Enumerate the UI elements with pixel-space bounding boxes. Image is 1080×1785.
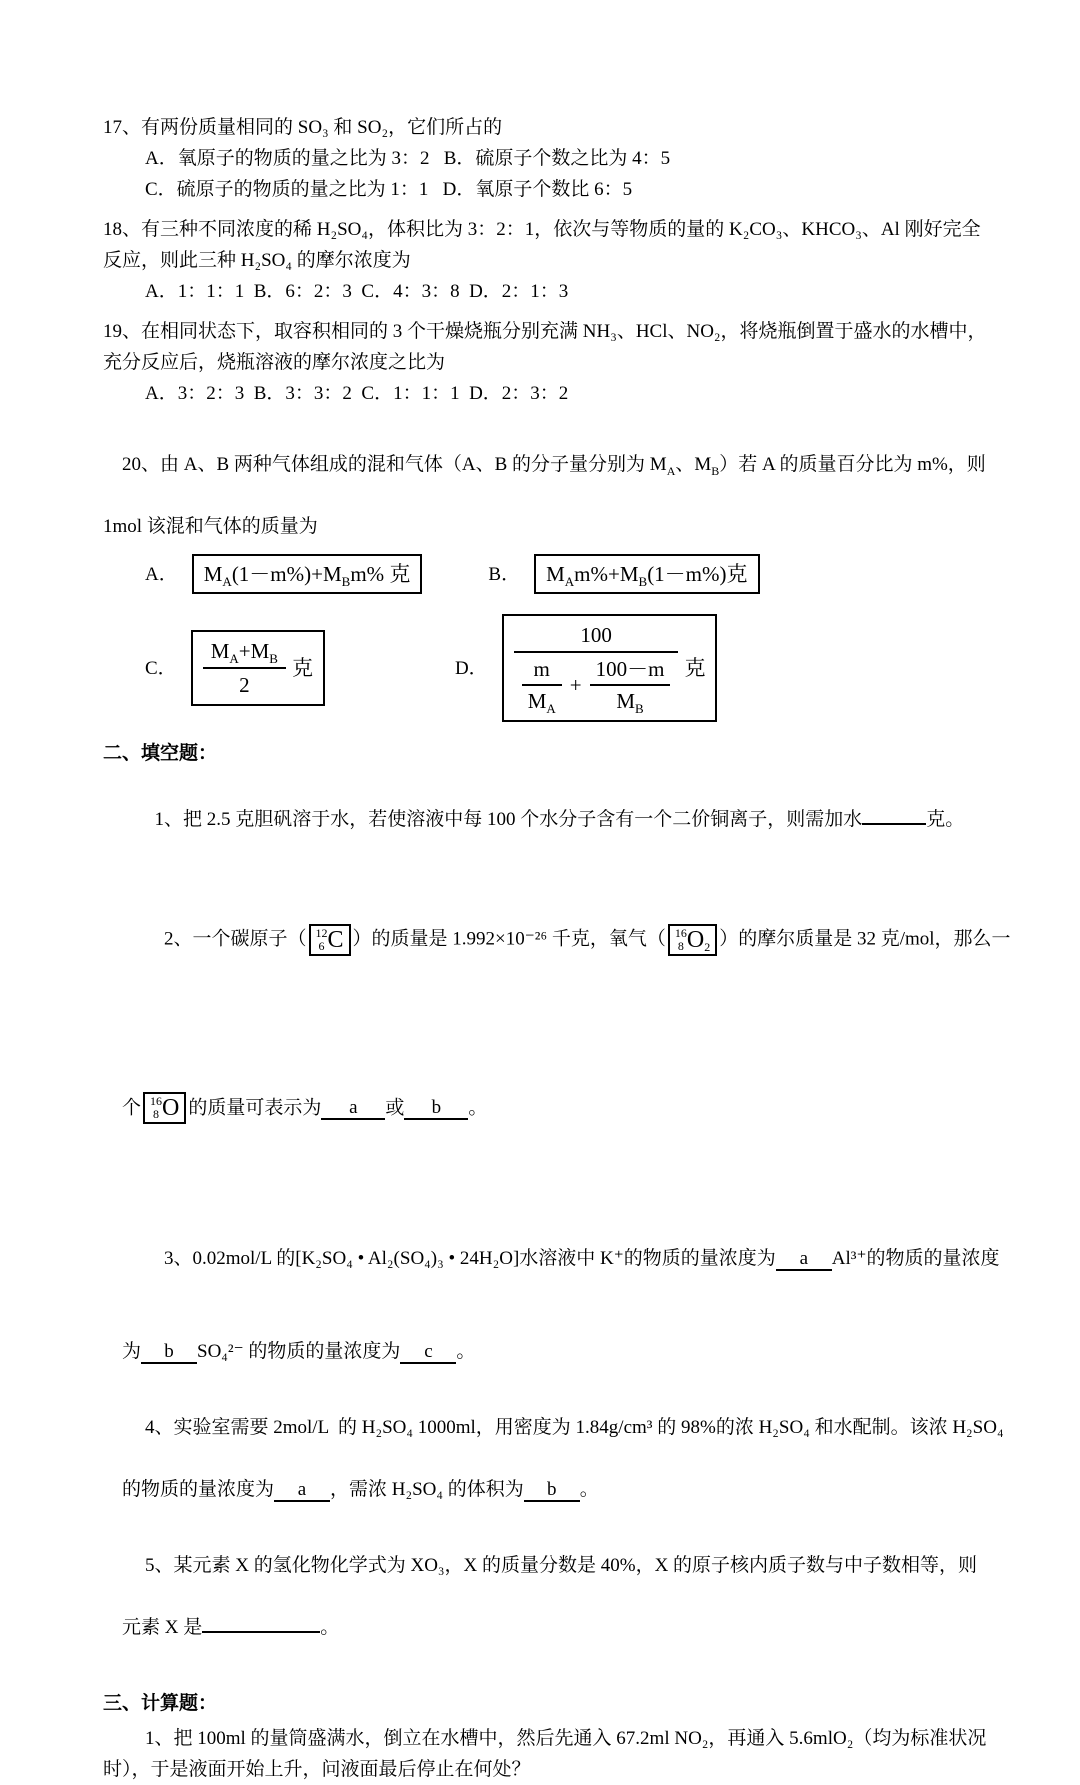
item-text: 的物质的量浓度为: [122, 1479, 275, 1501]
question-18-stem-line1: 18、有三种不同浓度的稀 H₂SO₄，体积比为 3：2：1，依次与等物质的量的 K₂CO₃、KHCO₃、Al 刚好完全: [103, 219, 981, 240]
item-text: 。: [456, 1341, 476, 1363]
option-d-label: D．: [454, 657, 488, 679]
big-fraction-denominator: [514, 653, 679, 717]
item-text: 3、0.02mol/L 的[K₂SO₄ • Al₂(SO₄)₃ • 24H₂O]水溶液中 K⁺的物质的量浓度为: [164, 1248, 776, 1270]
blank-a: a: [321, 1098, 385, 1120]
item-text: 2、一个碳原子（: [164, 928, 307, 950]
item-text: 。: [579, 1479, 599, 1501]
item-text: 1、把 2.5 克胆矾溶于水，若使溶液中每 100 个水分子含有一个二价铜离子，则需加水: [154, 809, 863, 830]
fraction-numerator: 100－m: [590, 654, 671, 686]
question-19-options: A．3：2：3 B．3：3：2 C．1：1：1 D．2：3：2: [145, 383, 569, 404]
question-20-stem-line2: 1mol 该混和气体的质量为: [103, 516, 318, 537]
question-17-options-cd: C．硫原子的物质的量之比为 1：1 D．氧原子个数比 6：5: [145, 179, 633, 200]
calc-item-1: [103, 1723, 987, 1785]
fill-item-4-line2: [103, 1443, 984, 1536]
item-text: 元素 X 是: [122, 1617, 203, 1639]
fraction-denominator: $M_B$: [616, 689, 644, 717]
mass-number: 12: [315, 925, 328, 940]
question-20-options-ab: [145, 554, 984, 594]
fraction: [203, 635, 286, 701]
blank-b: b: [524, 1480, 580, 1502]
option-c-formula-box: [191, 630, 325, 706]
fill-item-2-line2: [103, 1024, 984, 1193]
item-text: 。: [468, 1097, 488, 1119]
fill-item-2-line1: [145, 855, 1011, 1024]
item-text: 为: [122, 1341, 142, 1363]
molecule-subscript: 2: [704, 939, 711, 954]
sub-a: A: [666, 463, 676, 478]
fill-item-5-line1: 5、某元素 X 的氢化物化学式为 XO₃，X 的质量分数是 40%，X 的原子核内质子数与中子数相等，则: [145, 1555, 978, 1577]
question-18-options: A．1：1：1 B．6：2：3 C．4：3：8 D．2：1：3: [145, 281, 569, 302]
stem-text: 20、由 A、B 两种气体组成的混和气体（A、B 的分子量分别为 M: [122, 454, 667, 475]
fill-item-5: [103, 1550, 984, 1674]
fill-item-3-line1: [145, 1212, 1000, 1305]
calc-item-1-line1: 1、把 100ml 的量筒盛满水，倒立在水槽中，然后先通入 67.2ml NO₂，再通入 5.6mlO₂（均为标准状况: [145, 1728, 987, 1750]
question-20: [103, 418, 984, 722]
isotope-numbers: [675, 927, 687, 953]
mass-number: 16: [150, 1094, 163, 1109]
fraction-denominator: $M_A$: [527, 689, 556, 717]
item-text: 或: [385, 1097, 405, 1119]
option-b-formula-box: [534, 554, 759, 594]
stem-text: 、M: [675, 454, 712, 475]
item-text: 的质量可表示为: [188, 1097, 322, 1119]
fill-item-4-line1: 4、实验室需要 2mol/L 的 H₂SO₄ 1000ml，用密度为 1.84g/cm³ 的 98%的浓 H₂SO₄ 和水配制。该浓 H₂SO₄: [145, 1417, 1004, 1439]
fill-item-5-line2: [103, 1581, 984, 1674]
element-symbol: C: [327, 926, 344, 953]
element-symbol: O: [686, 926, 705, 953]
item-text: ，需浓 H₂SO₄ 的体积为: [330, 1479, 524, 1501]
item-text: 个: [122, 1097, 142, 1119]
item-text: 。: [320, 1617, 340, 1639]
blank-b: b: [141, 1342, 197, 1364]
big-fraction-numerator: 100: [514, 619, 679, 653]
question-18-stem-line2: 反应，则此三种 H₂SO₄ 的摩尔浓度为: [103, 250, 411, 271]
fraction: [590, 654, 671, 716]
isotope-box-oxygen16-o2: [668, 924, 717, 956]
sub-b: B: [711, 463, 720, 478]
isotope-box-carbon12: [309, 924, 351, 956]
fill-item-1: [145, 773, 984, 835]
fraction-denominator: 2: [239, 673, 250, 697]
formula-text: $M_Am\%+M_B(1-m\%)$克: [546, 562, 748, 590]
question-19-stem-line1: 19、在相同状态下，取容积相同的 3 个干燥烧瓶分别充满 NH₃、HCl、NO₂，将烧瓶倒置于盛水的水槽中，: [103, 321, 987, 342]
big-fraction: [514, 619, 679, 717]
blank-c: c: [400, 1342, 456, 1364]
section-2-header: 二、填空题：: [103, 743, 218, 764]
unit-text: 克: [291, 656, 313, 680]
question-20-options-cd: [145, 614, 984, 722]
mass-number: 16: [674, 925, 687, 940]
plus-sign: +: [569, 673, 582, 697]
element-symbol: O: [162, 1095, 180, 1122]
question-17-stem: 17、有两份质量相同的 SO₃ 和 SO₂，它们所占的: [103, 117, 503, 138]
question-17-options-ab: A．氧原子的物质的量之比为 3：2 B．硫原子个数之比为 4：5: [145, 148, 671, 169]
question-18: [103, 214, 984, 307]
option-a-formula-box: [192, 554, 423, 594]
option-a-label: A．: [145, 563, 178, 585]
option-b-label: B．: [488, 563, 521, 585]
fill-item-3: [103, 1212, 1000, 1398]
section-3-header: 三、计算题：: [103, 1693, 218, 1715]
atomic-number: 8: [153, 1107, 160, 1122]
calc-item-1-line2: 时），于是液面开始上升，问液面最后停止在何处？: [103, 1759, 531, 1781]
fraction: [522, 654, 562, 716]
fraction-numerator: $M_A+M_B$: [203, 635, 286, 669]
option-d-formula-box: [502, 614, 718, 722]
fraction-numerator: m: [522, 654, 562, 686]
fill-item-3-line2: [103, 1305, 984, 1398]
blank-a: a: [776, 1249, 832, 1271]
item-text: SO₄²⁻ 的物质的量浓度为: [197, 1341, 401, 1363]
unit-text: 克: [684, 656, 706, 680]
blank-b: b: [404, 1098, 468, 1120]
blank-line: [202, 1631, 320, 1633]
formula-text: $M_A(1-m\%)+M_Bm\%$ 克: [203, 562, 411, 590]
blank-line: [862, 823, 926, 825]
item-text: ）的质量是 1.992×10⁻²⁶ 千克，氧气（: [352, 928, 666, 950]
question-20-stem-line1: [103, 418, 984, 511]
blank-a: a: [274, 1480, 330, 1502]
atomic-number: 6: [318, 938, 325, 953]
question-19: [103, 316, 987, 409]
fill-item-2: [103, 855, 1011, 1192]
isotope-box-oxygen16: [143, 1092, 186, 1124]
item-text: ）的摩尔质量是 32 克/mol，那么一: [719, 928, 1011, 950]
isotope-numbers: [316, 927, 328, 953]
stem-text: ）若 A 的质量百分比为 m%，则: [719, 454, 986, 475]
fill-item-4: [103, 1412, 1004, 1536]
atomic-number: 8: [677, 938, 684, 953]
isotope-numbers: [150, 1095, 162, 1121]
question-17: [103, 112, 984, 205]
item-text: 克。: [926, 809, 965, 830]
item-text: Al³⁺的物质的量浓度: [831, 1248, 1000, 1270]
option-c-label: C．: [145, 657, 177, 679]
question-19-stem-line2: 充分反应后，烧瓶溶液的摩尔浓度之比为: [103, 352, 446, 373]
